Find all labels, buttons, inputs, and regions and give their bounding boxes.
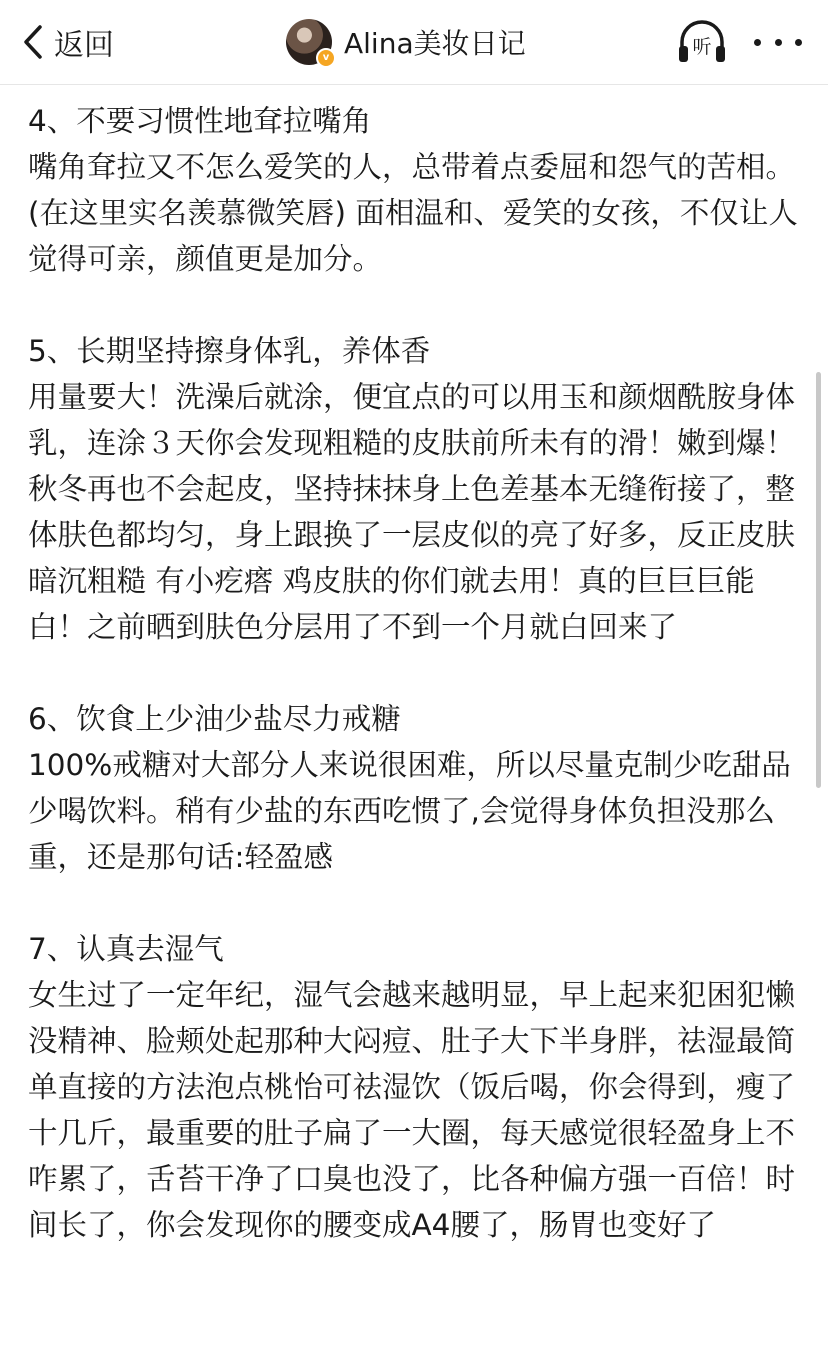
listen-label: 听 <box>692 36 712 58</box>
top-nav-bar <box>0 0 828 85</box>
section-heading: 6、饮食上少油少盐尽力戒糖 <box>28 702 401 736</box>
section-paragraph: 用量要大！洗澡后就涂，便宜点的可以用玉和颜烟酰胺身体乳，连涂３天你会发现粗糙的皮肤前所未有的滑！嫩到爆！秋冬再也不会起皮，坚持抹抹身上色差基本无缝衔接了，整体肤色都均匀，身上跟换了一层皮似的亮了好多，反正皮肤暗沉粗糙 有小疙瘩 鸡皮肤的你们就去用！真的巨巨巨能白！之前晒到肤色分层用了不到一个月就白回来了 <box>28 380 796 644</box>
verified-badge-icon: v <box>316 48 336 68</box>
account-header[interactable] <box>286 16 526 68</box>
section-paragraph: 100%戒糖对大部分人来说很困难，所以尽量克制少吃甜品少喝饮料。稍有少盐的东西吃惯了,会觉得身体负担没那么重，还是那句话:轻盈感 <box>28 748 791 874</box>
avatar[interactable] <box>286 19 332 65</box>
article-body <box>28 98 800 1248</box>
section-paragraph: 女生过了一定年纪，湿气会越来越明显，早上起来犯困犯懒没精神、脸颊处起那种大闷痘、肚子大下半身胖，祛湿最简单直接的方法泡点桃怡可祛湿饮（饭后喝，你会得到，瘦了十几斤，最重要的肚子扁了一大圈，每天感觉很轻盈身上不咋累了，舌苔干净了口臭也没了，比各种偏方强一百倍！时间长了，你会发现你的腰变成A4腰了，肠胃也变好了 <box>28 978 796 1242</box>
back-button[interactable] <box>18 20 114 64</box>
section-heading: 5、长期坚持擦身体乳，养体香 <box>28 334 431 368</box>
article-section <box>28 926 800 1248</box>
listen-button[interactable] <box>676 18 728 66</box>
article-section <box>28 696 800 880</box>
headphones-icon <box>676 18 728 66</box>
section-heading: 7、认真去湿气 <box>28 932 224 966</box>
chevron-left-icon <box>18 22 48 62</box>
page-title: Alina美妆日记 <box>344 27 526 60</box>
more-dot-icon <box>775 39 782 46</box>
scrollbar[interactable] <box>816 372 821 788</box>
section-heading: 4、不要习惯性地耷拉嘴角 <box>28 104 372 138</box>
more-dot-icon <box>754 39 761 46</box>
back-label: 返回 <box>54 28 114 63</box>
section-paragraph: 嘴角耷拉又不怎么爱笑的人，总带着点委屈和怨气的苦相。(在这里实名羡慕微笑唇) 面相温和、爱笑的女孩，不仅让人觉得可亲，颜值更是加分。 <box>28 150 798 276</box>
more-dot-icon <box>795 39 802 46</box>
article-section <box>28 328 800 650</box>
article-section <box>28 98 800 282</box>
more-options-button[interactable] <box>754 28 802 56</box>
